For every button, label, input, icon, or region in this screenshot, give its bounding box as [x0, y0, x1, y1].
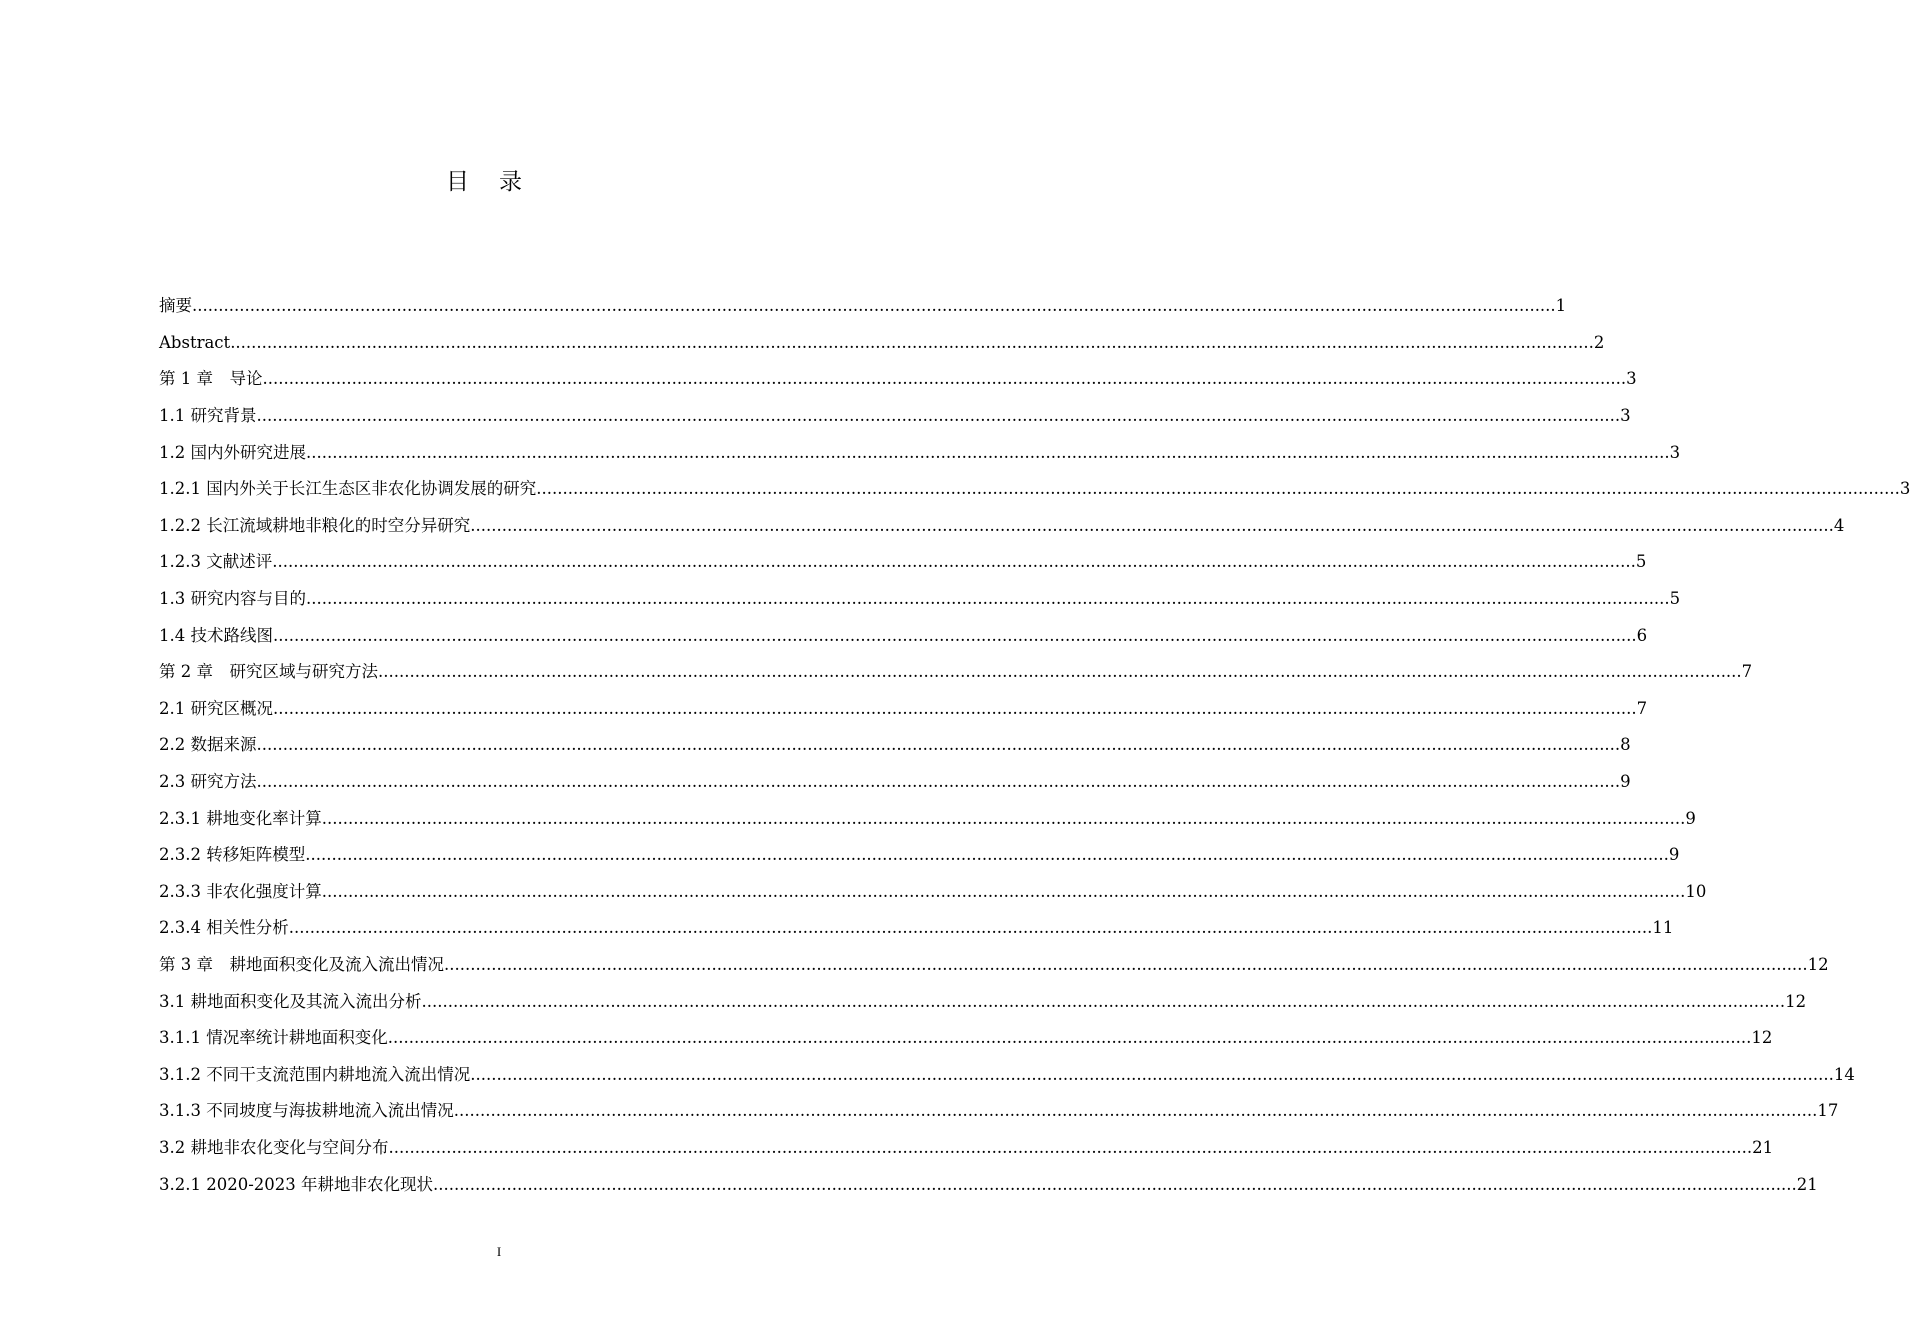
toc-entry-page: 3: [1669, 442, 1681, 462]
toc-entry-label: 3.2 耕地非农化变化与空间分布: [159, 1137, 389, 1157]
toc-entry[interactable]: [159, 691, 1648, 728]
toc-entry[interactable]: [159, 1020, 1773, 1057]
toc-dot-leader: ....................................................................................................................................................................................................................................................................: [306, 589, 1670, 609]
toc-entry-page: 5: [1669, 589, 1681, 609]
toc-entry-page: 14: [1833, 1064, 1855, 1084]
toc-entry[interactable]: [159, 617, 1648, 654]
toc-dot-leader: ....................................................................................................................................................................................................................................................................: [453, 1101, 1818, 1121]
toc-dot-leader: ....................................................................................................................................................................................................................................................................: [378, 662, 1742, 682]
toc-entry-label: 3.1.2 不同干支流范围内耕地流入流出情况: [159, 1064, 471, 1084]
toc-entry-page: 21: [1796, 1174, 1818, 1194]
toc-entry-label: Abstract: [159, 332, 231, 352]
toc-entry-label: 2.1 研究区概况: [159, 698, 273, 718]
toc-entry[interactable]: [159, 471, 1910, 508]
toc-entry-label: 1.2.3 文献述评: [159, 552, 273, 572]
toc-entry[interactable]: [159, 325, 1605, 362]
toc-entry-label: 3.1.3 不同坡度与海拔耕地流入流出情况: [159, 1101, 454, 1121]
toc-dot-leader: ....................................................................................................................................................................................................................................................................: [536, 479, 1900, 499]
toc-entry-page: 9: [1620, 772, 1631, 792]
toc-entry[interactable]: [159, 1166, 1818, 1203]
toc-dot-leader: ....................................................................................................................................................................................................................................................................: [256, 735, 1621, 755]
toc-entry-page: 1: [1555, 296, 1567, 316]
toc-dot-leader: ....................................................................................................................................................................................................................................................................: [387, 1028, 1752, 1048]
toc-entry[interactable]: [159, 800, 1696, 837]
toc-entry[interactable]: [159, 874, 1707, 911]
toc-dot-leader: ....................................................................................................................................................................................................................................................................: [256, 406, 1621, 426]
toc-entry-label: 第 2 章 研究区域与研究方法: [159, 662, 378, 682]
toc-entry[interactable]: [159, 288, 1567, 325]
toc-dot-leader: ....................................................................................................................................................................................................................................................................: [470, 515, 1834, 535]
toc-entry-label: 1.1 研究背景: [159, 406, 257, 426]
toc-entry[interactable]: [159, 910, 1674, 947]
toc-entry-page: 7: [1741, 662, 1753, 682]
toc-entry-page: 5: [1635, 552, 1647, 572]
toc-entry-label: 2.3.3 非农化强度计算: [159, 881, 322, 901]
toc-entry-label: 2.3.1 耕地变化率计算: [159, 808, 322, 828]
toc-entry-label: 1.2 国内外研究进展: [159, 442, 306, 462]
toc-entry[interactable]: [159, 654, 1753, 691]
toc-entry[interactable]: [159, 1056, 1855, 1093]
toc-entry[interactable]: [159, 1130, 1774, 1167]
toc-entry[interactable]: [159, 1093, 1839, 1130]
toc-dot-leader: ....................................................................................................................................................................................................................................................................: [444, 954, 1808, 974]
toc-entry-page: 12: [1785, 991, 1807, 1011]
toc-dot-leader: ....................................................................................................................................................................................................................................................................: [256, 772, 1621, 792]
toc-title: 目录: [446, 169, 552, 195]
toc-entry-label: 2.2 数据来源: [159, 735, 257, 755]
toc-entry-page: 3: [1620, 406, 1631, 426]
toc-entry[interactable]: [159, 837, 1680, 874]
toc-entry-page: 4: [1833, 515, 1845, 535]
toc-dot-leader: ....................................................................................................................................................................................................................................................................: [470, 1064, 1834, 1084]
page-number: I: [496, 1244, 502, 1259]
toc-entry-label: 3.2.1 2020-2023 年耕地非农化现状: [159, 1174, 434, 1194]
toc-entry-label: 摘要: [159, 296, 192, 316]
toc-entry[interactable]: [159, 727, 1631, 764]
toc-entry[interactable]: [159, 947, 1829, 984]
toc-entry-label: 1.4 技术路线图: [159, 625, 273, 645]
toc-entry-page: 3: [1626, 369, 1637, 389]
toc-entry-page: 3: [1899, 479, 1910, 499]
toc-entry-label: 3.1.1 情况率统计耕地面积变化: [159, 1028, 388, 1048]
toc-entry-page: 6: [1636, 625, 1648, 645]
toc-dot-leader: ....................................................................................................................................................................................................................................................................: [262, 369, 1627, 389]
toc-entry-label: 3.1 耕地面积变化及其流入流出分析: [159, 991, 422, 1011]
toc-entry[interactable]: [159, 581, 1681, 618]
toc-entry-page: 9: [1668, 845, 1680, 865]
toc-dot-leader: ....................................................................................................................................................................................................................................................................: [272, 552, 1636, 572]
toc-entry-page: 17: [1817, 1101, 1839, 1121]
toc-entry[interactable]: [159, 508, 1845, 545]
toc-entry-page: 10: [1685, 881, 1707, 901]
toc-dot-leader: ....................................................................................................................................................................................................................................................................: [273, 625, 1637, 645]
toc-entry[interactable]: [159, 983, 1807, 1020]
toc-entry-page: 7: [1636, 698, 1648, 718]
toc-list: [159, 288, 1910, 1203]
toc-entry-page: 12: [1807, 954, 1829, 974]
toc-entry-label: 第 1 章 导论: [159, 369, 263, 389]
toc-entry-page: 2: [1593, 332, 1605, 352]
toc-entry-page: 21: [1752, 1137, 1774, 1157]
toc-dot-leader: ....................................................................................................................................................................................................................................................................: [421, 991, 1786, 1011]
toc-dot-leader: ....................................................................................................................................................................................................................................................................: [273, 698, 1637, 718]
toc-entry-page: 8: [1620, 735, 1631, 755]
toc-dot-leader: ....................................................................................................................................................................................................................................................................: [321, 881, 1686, 901]
toc-entry-label: 2.3 研究方法: [159, 772, 257, 792]
toc-entry[interactable]: [159, 398, 1631, 435]
toc-entry-label: 1.2.2 长江流域耕地非粮化的时空分异研究: [159, 515, 471, 535]
toc-dot-leader: ....................................................................................................................................................................................................................................................................: [305, 845, 1669, 865]
toc-dot-leader: ....................................................................................................................................................................................................................................................................: [306, 442, 1670, 462]
toc-entry[interactable]: [159, 544, 1647, 581]
toc-entry-label: 第 3 章 耕地面积变化及流入流出情况: [159, 954, 444, 974]
toc-dot-leader: ....................................................................................................................................................................................................................................................................: [230, 332, 1594, 352]
toc-entry[interactable]: [159, 764, 1631, 801]
toc-entry-page: 12: [1751, 1028, 1773, 1048]
toc-entry-label: 2.3.4 相关性分析: [159, 918, 289, 938]
toc-entry-label: 2.3.2 转移矩阵模型: [159, 845, 306, 865]
toc-entry-page: 9: [1685, 808, 1696, 828]
toc-entry-label: 1.2.1 国内外关于长江生态区非农化协调发展的研究: [159, 479, 537, 499]
toc-entry-page: 11: [1652, 918, 1674, 938]
toc-dot-leader: ....................................................................................................................................................................................................................................................................: [321, 808, 1686, 828]
toc-dot-leader: ....................................................................................................................................................................................................................................................................: [288, 918, 1653, 938]
toc-entry[interactable]: [159, 361, 1637, 398]
toc-entry-label: 1.3 研究内容与目的: [159, 589, 306, 609]
toc-dot-leader: ....................................................................................................................................................................................................................................................................: [388, 1137, 1753, 1157]
toc-dot-leader: ....................................................................................................................................................................................................................................................................: [192, 296, 1556, 316]
toc-dot-leader: ....................................................................................................................................................................................................................................................................: [433, 1174, 1797, 1194]
toc-entry[interactable]: [159, 434, 1681, 471]
